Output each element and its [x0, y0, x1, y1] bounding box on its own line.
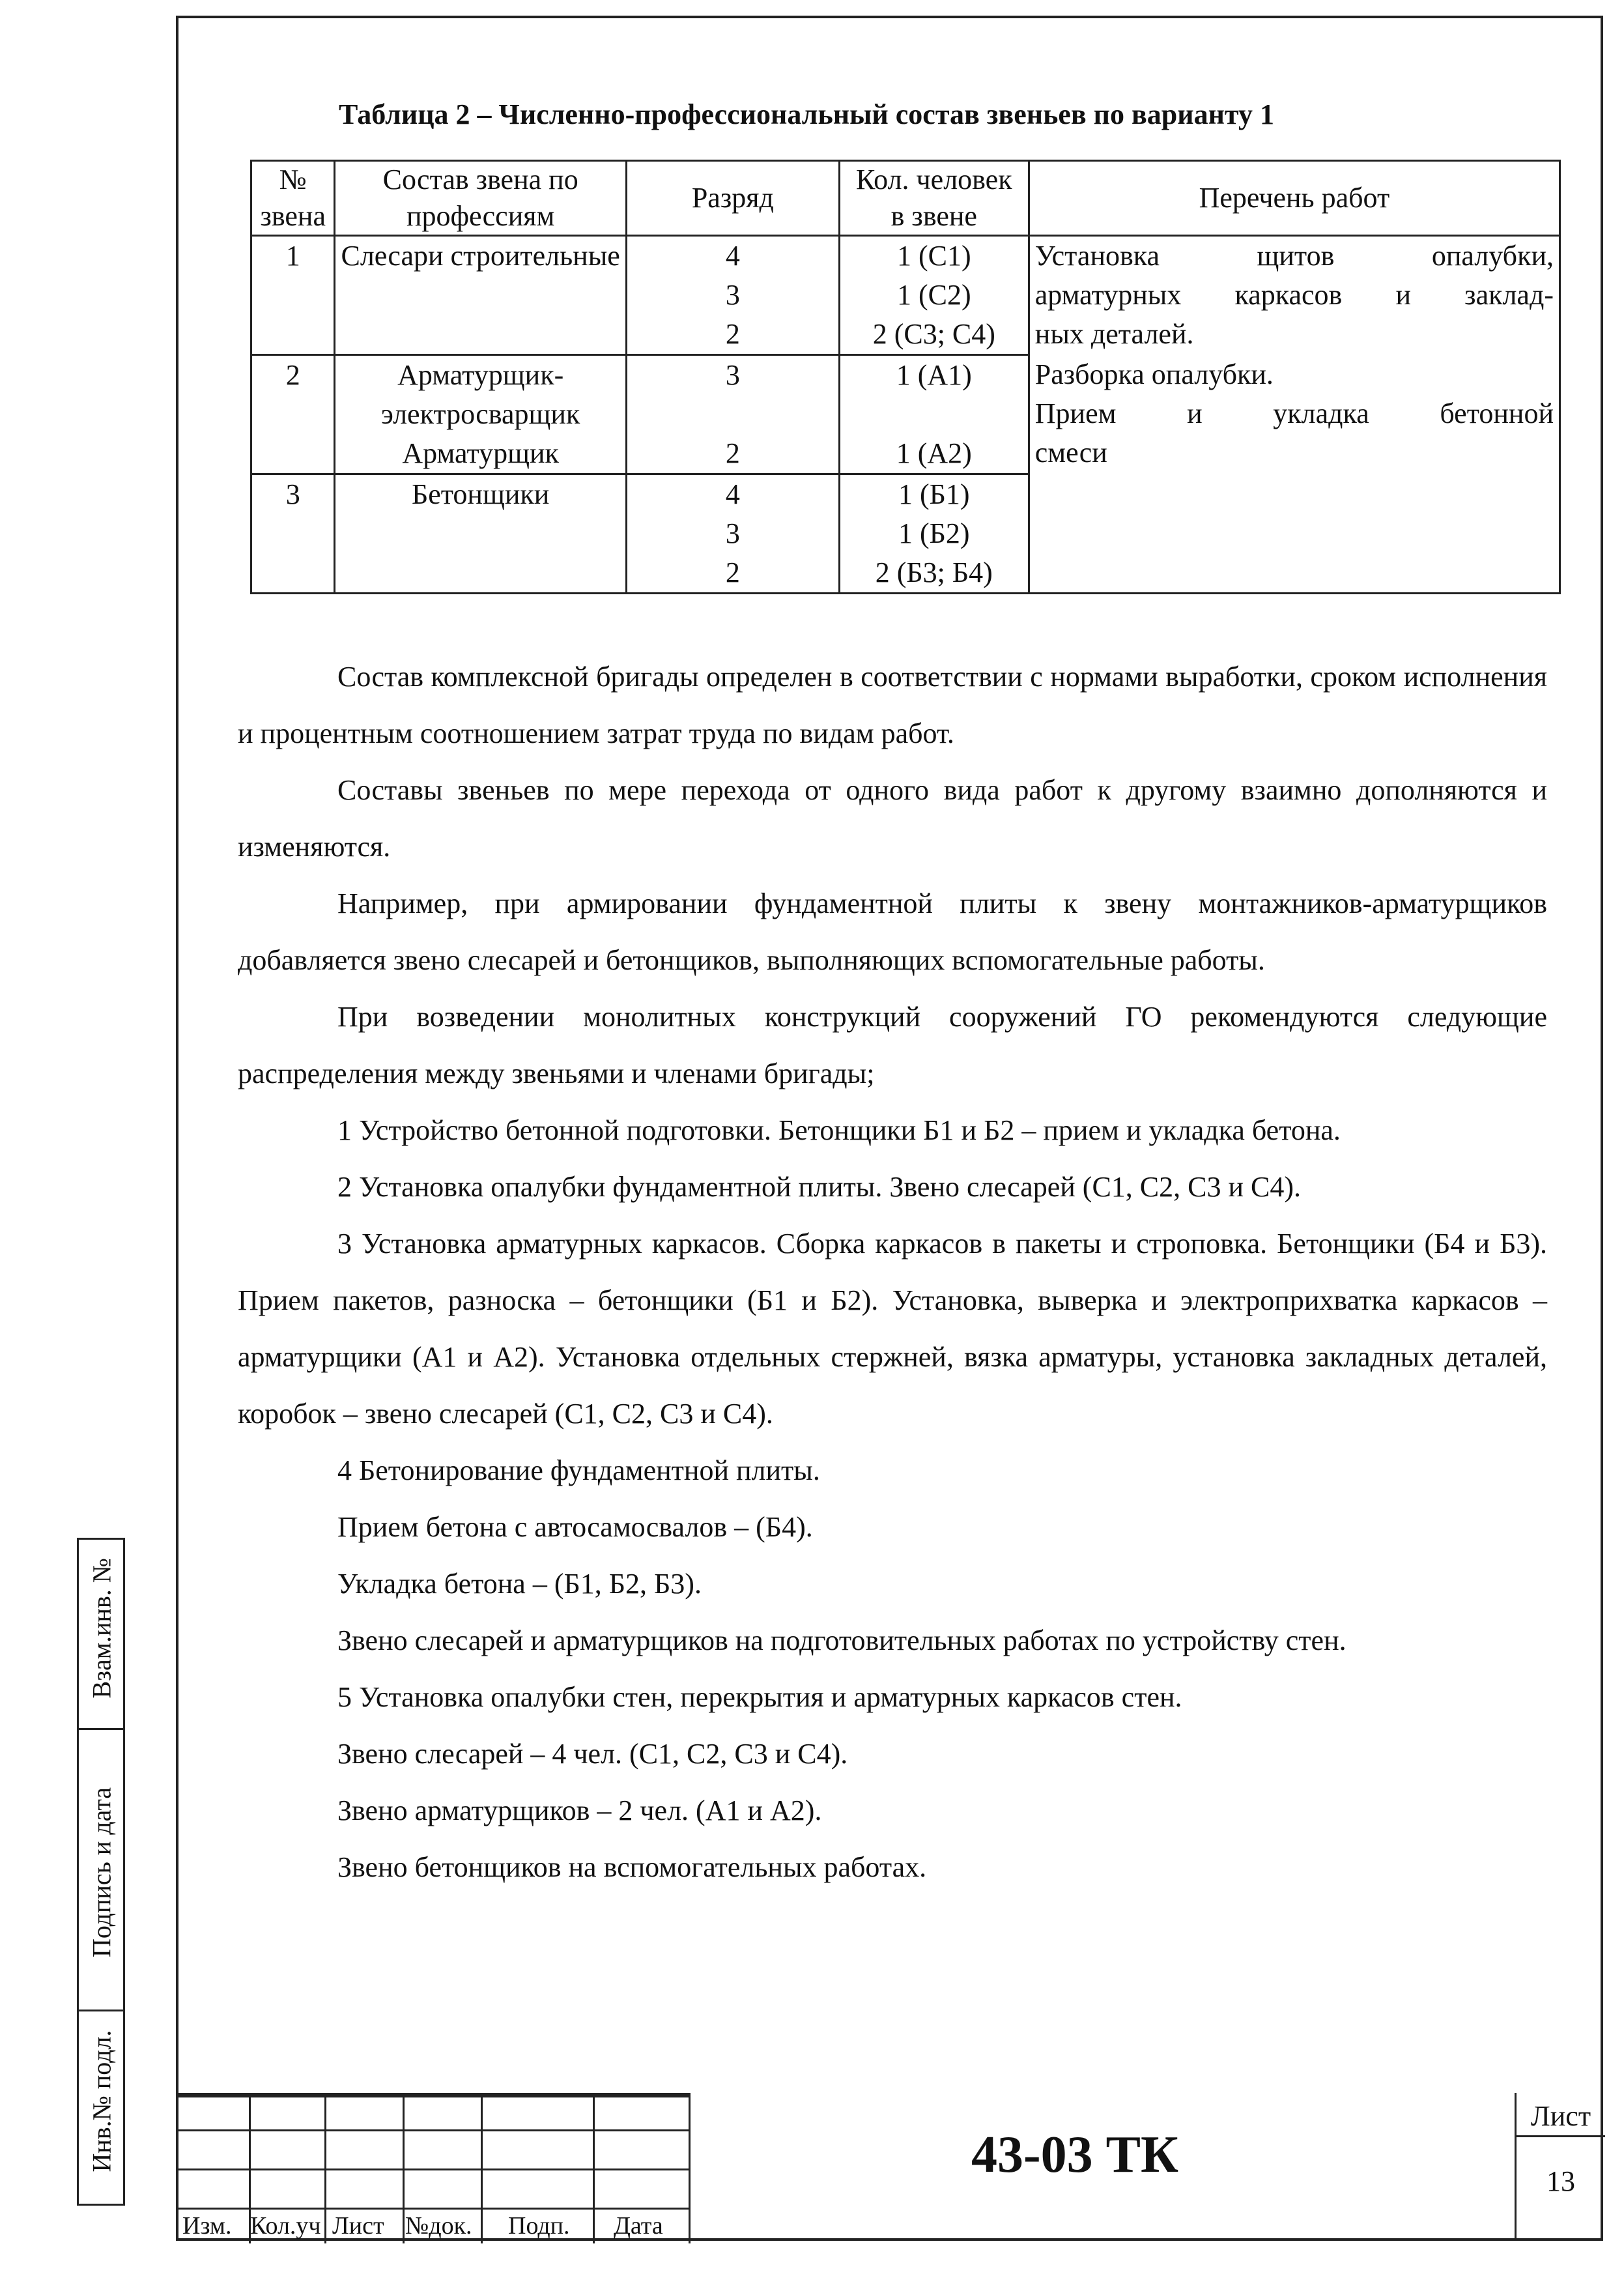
label-doc-number: №док. [405, 2212, 472, 2240]
sheet-label: Лист [1517, 2099, 1605, 2137]
sheet-number-box [1515, 2093, 1605, 2241]
crew-counts: 1 (А1) 1 (А2) [839, 355, 1029, 474]
grid-line [176, 2208, 691, 2210]
paragraph: Звено бетонщиков на вспомогательных работах. [337, 1851, 927, 1883]
table-row [251, 236, 1560, 355]
header-crew-number: № звена [251, 161, 335, 236]
grid-line [324, 2096, 326, 2243]
crew-works: Разборка опалубки. Прием и укладка бетонной смеси [1029, 355, 1560, 474]
paragraph: 5 Установка опалубки стен, перекрытия и арматурных каркасов стен. [337, 1681, 1182, 1713]
crew-counts: 1 (Б1) 1 (Б2) 2 (Б3; Б4) [839, 474, 1029, 594]
table-row [251, 355, 1560, 474]
crew-number: 2 [251, 355, 335, 474]
paragraph: 4 Бетонирование фундаментной плиты. [337, 1454, 820, 1486]
crew-number: 1 [251, 236, 335, 355]
table-row [251, 474, 1560, 594]
header-grade: Разряд [626, 161, 839, 236]
paragraph: Звено слесарей – 4 чел. (С1, С2, С3 и С4). [337, 1738, 848, 1770]
crew-composition: Слесари строительные [335, 236, 626, 355]
grid-line [176, 2096, 691, 2097]
crew-grades: 3 2 [626, 355, 839, 474]
label-date: Дата [614, 2212, 663, 2240]
crew-counts: 1 (С1) 1 (С2) 2 (С3; С4) [839, 236, 1029, 355]
paragraph: Укладка бетона – (Б1, Б2, Б3). [337, 1568, 702, 1600]
header-composition: Состав звена по профессиям [335, 161, 626, 236]
paragraph: 3 Установка арматурных каркасов. Сборка каркасов в пакеты и строповка. Бетонщики (Б4 и Б3). Прием пакетов, разноска – бетонщики (Б1 и Б2). Установка, выверка и электроприхватка каркасов – арматурщики (А1 и А2). Установка отдельных стержней, вязка арматуры, установка закладных деталей, коробок – звено слесарей (С1, С2, С3 и С4). [238, 1228, 1547, 1430]
side-cell-signature-date [77, 1728, 123, 2011]
paragraph: 1 Устройство бетонной подготовки. Бетонщики Б1 и Б2 – прием и укладка бетона. [337, 1114, 1341, 1146]
paragraph: Звено арматурщиков – 2 чел. (А1 и А2). [337, 1794, 822, 1826]
paragraph: Прием бетона с автосамосвалов – (Б4). [337, 1511, 813, 1543]
table-header-row [251, 161, 1560, 236]
paragraph: 2 Установка опалубки фундаментной плиты. Звено слесарей (С1, С2, С3 и С4). [337, 1171, 1302, 1203]
grid-line [176, 2169, 691, 2170]
header-works: Перечень работ [1029, 161, 1560, 236]
side-label-replace-inv: Взам.инв. № [87, 1558, 117, 1699]
grid-line [176, 2129, 691, 2131]
document-code: 43-03 ТК [971, 2126, 1178, 2183]
paragraph: Звено слесарей и арматурщиков на подготовительных работах по устройству стен. [337, 1624, 1346, 1656]
crew-works [1029, 474, 1560, 594]
crew-composition: Арматурщик- электросварщик Арматурщик [335, 355, 626, 474]
sheet-number: 13 [1546, 2165, 1575, 2197]
body-text [238, 648, 1547, 1895]
header-count: Кол. человек в звене [839, 161, 1029, 236]
grid-line [593, 2096, 595, 2243]
crew-composition-table [250, 160, 1561, 594]
side-label-inv-original: Инв.№ подл. [87, 2030, 117, 2172]
label-signature: Подп. [508, 2212, 570, 2240]
title-block-grid [176, 2093, 691, 2243]
crew-works: Установка щитов опалубки, арматурных каркасов и заклад- ных деталей. [1029, 236, 1560, 355]
label-sheet: Лист [332, 2212, 384, 2240]
paragraph: Например, при армировании фундаментной плиты к звену монтажников-арматурщиков добавляется звено слесарей и бетонщиков, выполняющих вспомогательные работы. [238, 887, 1547, 976]
grid-line [403, 2096, 405, 2243]
paragraph: Состав комплексной бригады определен в соответствии с нормами выработки, сроком исполнения и процентным соотношением затрат труда по видам работ. [238, 661, 1547, 749]
crew-grades: 4 3 2 [626, 236, 839, 355]
crew-composition: Бетонщики [335, 474, 626, 594]
label-change: Изм. [182, 2212, 232, 2240]
crew-number: 3 [251, 474, 335, 594]
side-stamp-divider [123, 1538, 125, 2206]
paragraph: Составы звеньев по мере перехода от одного вида работ к другому взаимно дополняются и изменяются. [238, 774, 1547, 863]
table-caption: Таблица 2 – Численно-профессиональный состав звеньев по варианту 1 [339, 98, 1274, 130]
grid-line [481, 2096, 483, 2243]
paragraph: При возведении монолитных конструкций сооружений ГО рекомендуются следующие распределения между звеньями и членами бригады; [238, 1001, 1547, 1089]
side-cell-replace-inv [77, 1538, 123, 1730]
label-count: Кол.уч [250, 2212, 321, 2240]
crew-grades: 4 3 2 [626, 474, 839, 594]
side-cell-inv-original [77, 2010, 123, 2206]
side-label-signature-date: Подпись и дата [87, 1787, 117, 1958]
